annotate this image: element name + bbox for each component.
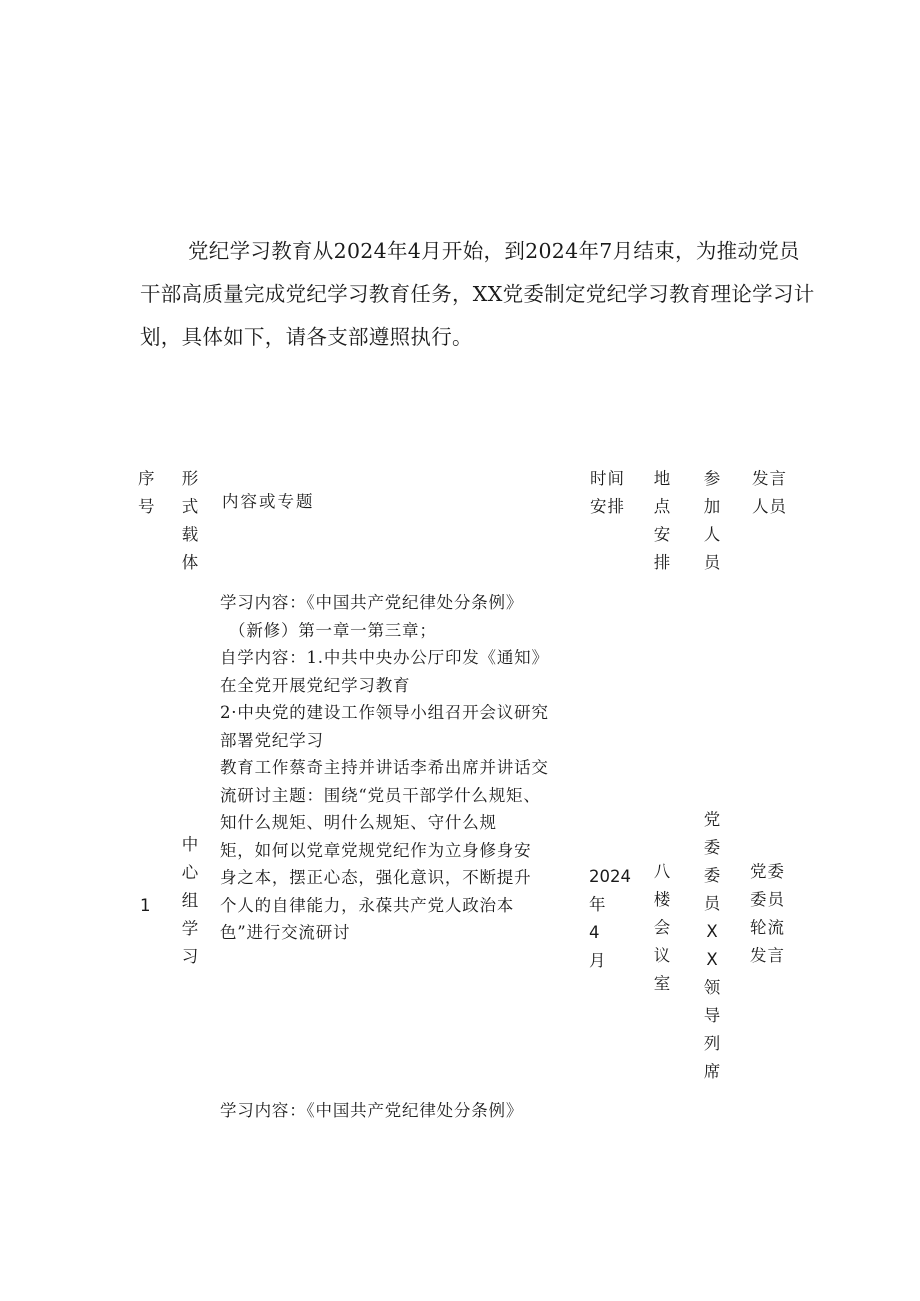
row-participants: 党委委员XX领导列席 (703, 810, 721, 1081)
content-line: 自学内容：1.中共中央办公厅印发《通知》 (220, 648, 549, 667)
content-line: 流研讨主题：围绕“党员干部学什么规矩、 (220, 785, 541, 805)
row-time (589, 863, 633, 975)
row-content (220, 589, 578, 947)
content-line: 在全党开展党纪学习教育 (220, 675, 411, 695)
row-form: 中心组学习 (181, 835, 199, 966)
row-place: 八楼会议室 (653, 862, 671, 993)
row-time-year: 2024 (589, 867, 631, 886)
header-speakers: 发言人员 (752, 469, 787, 516)
content-line: （新修）第一章一第三章； (220, 620, 437, 640)
content-line: 个人的自律能力，永葆共产党人政治本 (220, 895, 515, 915)
content-line: 2·中央党的建设工作领导小组召开会议研究 (220, 703, 549, 722)
content-line: 身之本，摆正心态，强化意识，不断提升 (220, 868, 532, 887)
row-speakers: 党委委员轮流发言 (750, 862, 785, 965)
header-time: 时间安排 (590, 469, 625, 516)
content-line: 学习内容：《中国共产党纪律处分条例》 (220, 593, 524, 612)
intro-text (140, 230, 820, 359)
row-time-month: 年4月 (589, 895, 606, 970)
header-place: 地点安排 (653, 469, 671, 572)
content-line: 矩，如何以党章党规党纪作为立身修身安 (220, 840, 532, 860)
intro-paragraph: 党纪学习教育从2024年4月开始，到2024年7月结束，为推动党员干部高质量完成党纪学习教育任务，XX党委制定党纪学习教育理论学习计划，具体如下，请各支部遵照执行。 (140, 239, 815, 349)
header-participants: 参加人员 (703, 469, 721, 572)
header-seq: 序号 (138, 469, 155, 516)
header-content: 内容或专题 (222, 492, 315, 511)
content-line: 部署党纪学习 (220, 730, 324, 750)
header-form: 形式载体 (181, 469, 199, 572)
row-seq: 1 (140, 896, 151, 915)
next-row-content: 学习内容：《中国共产党纪律处分条例》 (220, 1101, 524, 1120)
content-line: 色”进行交流研讨 (220, 923, 351, 942)
content-line: 教育工作蔡奇主持并讲话李希出席并讲话交 (220, 758, 549, 777)
content-line: 知什么规矩、明什么规矩、守什么规 (220, 813, 497, 832)
